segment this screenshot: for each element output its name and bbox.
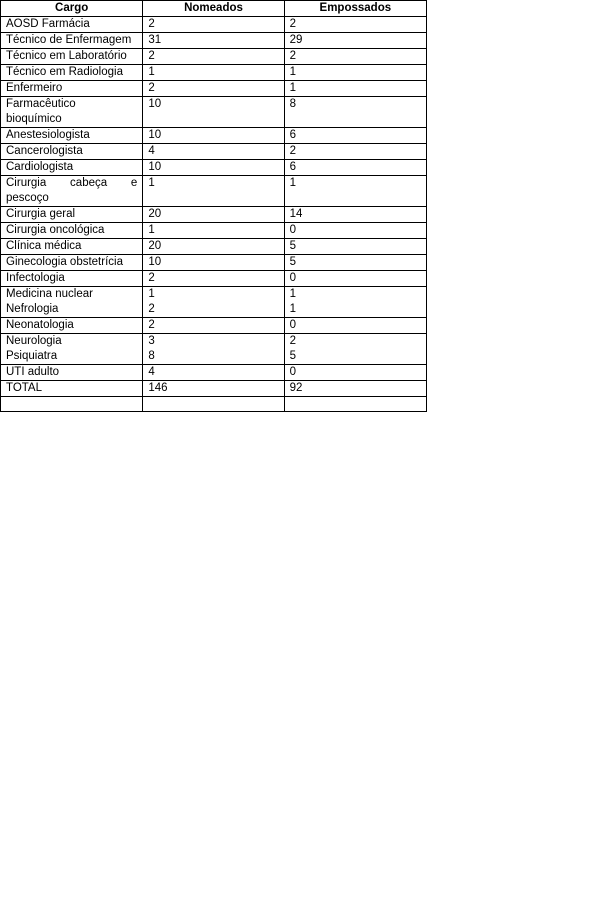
header-nomeados: Nomeados [143, 1, 284, 17]
cargo-value: Medicina nuclear [6, 288, 93, 300]
empossados-cell [284, 128, 426, 144]
empossados-cell [284, 17, 426, 33]
empossados-value: 0 [289, 366, 297, 378]
nomeados-value: 1 [148, 66, 155, 78]
empossados-cell [284, 144, 426, 160]
cargo-cell [1, 255, 143, 271]
empossados-cell [284, 207, 426, 223]
nomeados-value: 2 [148, 18, 155, 30]
cargo-value: bioquímico [6, 113, 62, 125]
table-body [1, 17, 427, 412]
table-row [1, 49, 427, 65]
cargo-value: TOTAL [6, 382, 42, 394]
nomeados-value: 3 [148, 335, 155, 347]
nomeados-value: 2 [148, 50, 155, 62]
cargo-value: UTI adulto [6, 366, 60, 378]
nomeados-value: 10 [148, 98, 162, 110]
cargo-cell [1, 49, 143, 65]
cargo-cell [1, 271, 143, 287]
table-row [1, 160, 427, 176]
cargo-value: Farmacêutico [6, 98, 76, 110]
cargo-cell [1, 128, 143, 144]
empossados-cell [284, 49, 426, 65]
cargo-cell [1, 287, 143, 318]
nomeados-cell [143, 255, 284, 271]
cargo-cell [1, 381, 143, 397]
empossados-value: 2 [289, 335, 297, 347]
cargo-value: Clínica médica [6, 240, 82, 252]
table-row [1, 81, 427, 97]
empossados-value: 1 [289, 177, 297, 189]
nomeados-cell [143, 81, 284, 97]
table-row [1, 176, 427, 207]
nomeados-cell [143, 17, 284, 33]
empossados-value: 2 [289, 18, 297, 30]
nomeados-cell [143, 97, 284, 128]
cargo-value: Cirurgia cabeça e [6, 177, 138, 189]
nomeados-value: 2 [148, 303, 155, 315]
cargo-cell [1, 160, 143, 176]
empossados-cell [284, 223, 426, 239]
table-row [1, 17, 427, 33]
table-row [1, 239, 427, 255]
empossados-value: 5 [289, 350, 297, 362]
cargo-value: Neonatologia [6, 319, 74, 331]
empossados-cell [284, 287, 426, 318]
empossados-cell [284, 239, 426, 255]
table-row [1, 334, 427, 365]
nomeados-cell [143, 176, 284, 207]
nomeados-value: 10 [148, 256, 162, 268]
nomeados-cell [143, 160, 284, 176]
cargo-cell [1, 65, 143, 81]
table-row [1, 381, 427, 397]
nomeados-value: 20 [148, 208, 162, 220]
nomeados-value: 31 [148, 34, 162, 46]
table-row [1, 318, 427, 334]
empossados-cell [284, 381, 426, 397]
empossados-cell [284, 81, 426, 97]
empossados-value: 6 [289, 161, 297, 173]
cargo-cell [1, 176, 143, 207]
cargo-value: AOSD Farmácia [6, 18, 90, 30]
nomeados-value: 4 [148, 145, 155, 157]
cargo-cell [1, 33, 143, 49]
nomeados-cell [143, 65, 284, 81]
cargo-cell [1, 144, 143, 160]
nomeados-value: 146 [148, 382, 168, 394]
cargo-value: Infectologia [6, 272, 65, 284]
cargo-cell [1, 81, 143, 97]
empossados-value: 1 [289, 303, 297, 315]
empossados-value: 2 [289, 50, 297, 62]
cargo-value: Enfermeiro [6, 82, 63, 94]
cargo-value: Ginecologia obstetrícia [6, 256, 123, 268]
nomeados-cell [143, 239, 284, 255]
empossados-value: 0 [289, 224, 297, 236]
nomeados-value: 4 [148, 366, 155, 378]
empossados-cell [284, 255, 426, 271]
nomeados-cell [143, 128, 284, 144]
cargo-cell [1, 17, 143, 33]
table-row [1, 271, 427, 287]
empossados-cell [284, 271, 426, 287]
table-row [1, 144, 427, 160]
empossados-cell [284, 33, 426, 49]
empossados-value: 8 [289, 98, 297, 110]
nomeados-cell [143, 207, 284, 223]
nomeados-value: 2 [148, 82, 155, 94]
cargo-value: Anestesiologista [6, 129, 90, 141]
empossados-value: 14 [289, 208, 303, 220]
empossados-cell [284, 318, 426, 334]
cargo-value: Cardiologista [6, 161, 74, 173]
cargo-value: Técnico de Enfermagem [6, 34, 132, 46]
empossados-value: 1 [289, 66, 297, 78]
empossados-value: 0 [289, 272, 297, 284]
cargo-cell [1, 318, 143, 334]
empossados-value: 92 [289, 382, 303, 394]
table-row [1, 33, 427, 49]
nomeados-cell [143, 318, 284, 334]
empossados-value: 1 [289, 82, 297, 94]
nomeados-value: 10 [148, 129, 162, 141]
cargo-cell [1, 207, 143, 223]
nomeados-value: 20 [148, 240, 162, 252]
table-row [1, 255, 427, 271]
empossados-value: 6 [289, 129, 297, 141]
empty-cell [284, 397, 426, 412]
empossados-cell [284, 176, 426, 207]
cargo-cell [1, 239, 143, 255]
cargo-value: pescoço [6, 192, 49, 204]
empossados-value: 1 [289, 288, 297, 300]
nomeados-value: 2 [148, 272, 155, 284]
cargo-cell [1, 223, 143, 239]
table-row [1, 223, 427, 239]
header-row [1, 1, 427, 17]
nomeados-cell [143, 223, 284, 239]
nomeados-cell [143, 33, 284, 49]
table-row [1, 207, 427, 223]
empty-cell [143, 397, 284, 412]
empossados-cell [284, 65, 426, 81]
empossados-cell [284, 97, 426, 128]
header-empossados: Empossados [284, 1, 426, 17]
cargo-cell [1, 334, 143, 365]
cargo-value: Cancerologista [6, 145, 83, 157]
nomeados-cell [143, 381, 284, 397]
table-row [1, 65, 427, 81]
cargo-value: Cirurgia oncológica [6, 224, 105, 236]
cargo-value: Cirurgia geral [6, 208, 76, 220]
cargo-value: Neurologia [6, 335, 62, 347]
nomeados-cell [143, 334, 284, 365]
cargo-value: Técnico em Laboratório [6, 50, 127, 62]
nomeados-cell [143, 271, 284, 287]
cargo-value: Psiquiatra [6, 350, 58, 362]
nomeados-value: 2 [148, 319, 155, 331]
cargo-cell [1, 97, 143, 128]
nomeados-cell [143, 287, 284, 318]
empossados-value: 29 [289, 34, 303, 46]
nomeados-value: 1 [148, 224, 155, 236]
cargo-cell [1, 365, 143, 381]
nomeados-value: 1 [148, 288, 155, 300]
empossados-cell [284, 160, 426, 176]
table-row [1, 365, 427, 381]
empty-cell [1, 397, 143, 412]
empossados-value: 5 [289, 240, 297, 252]
empossados-value: 5 [289, 256, 297, 268]
empty-row [1, 397, 427, 412]
nomeados-cell [143, 49, 284, 65]
cargo-value: Técnico em Radiologia [6, 66, 123, 78]
table-row [1, 287, 427, 318]
empossados-cell [284, 365, 426, 381]
nomeados-cell [143, 144, 284, 160]
nomeados-value: 10 [148, 161, 162, 173]
cargos-table [0, 0, 427, 412]
header-cargo: Cargo [1, 1, 143, 17]
empossados-value: 0 [289, 319, 297, 331]
nomeados-cell [143, 365, 284, 381]
cargo-value: Nefrologia [6, 303, 59, 315]
nomeados-value: 8 [148, 350, 155, 362]
table-row [1, 128, 427, 144]
nomeados-value: 1 [148, 177, 155, 189]
empossados-cell [284, 334, 426, 365]
table-row [1, 97, 427, 128]
empossados-value: 2 [289, 145, 297, 157]
